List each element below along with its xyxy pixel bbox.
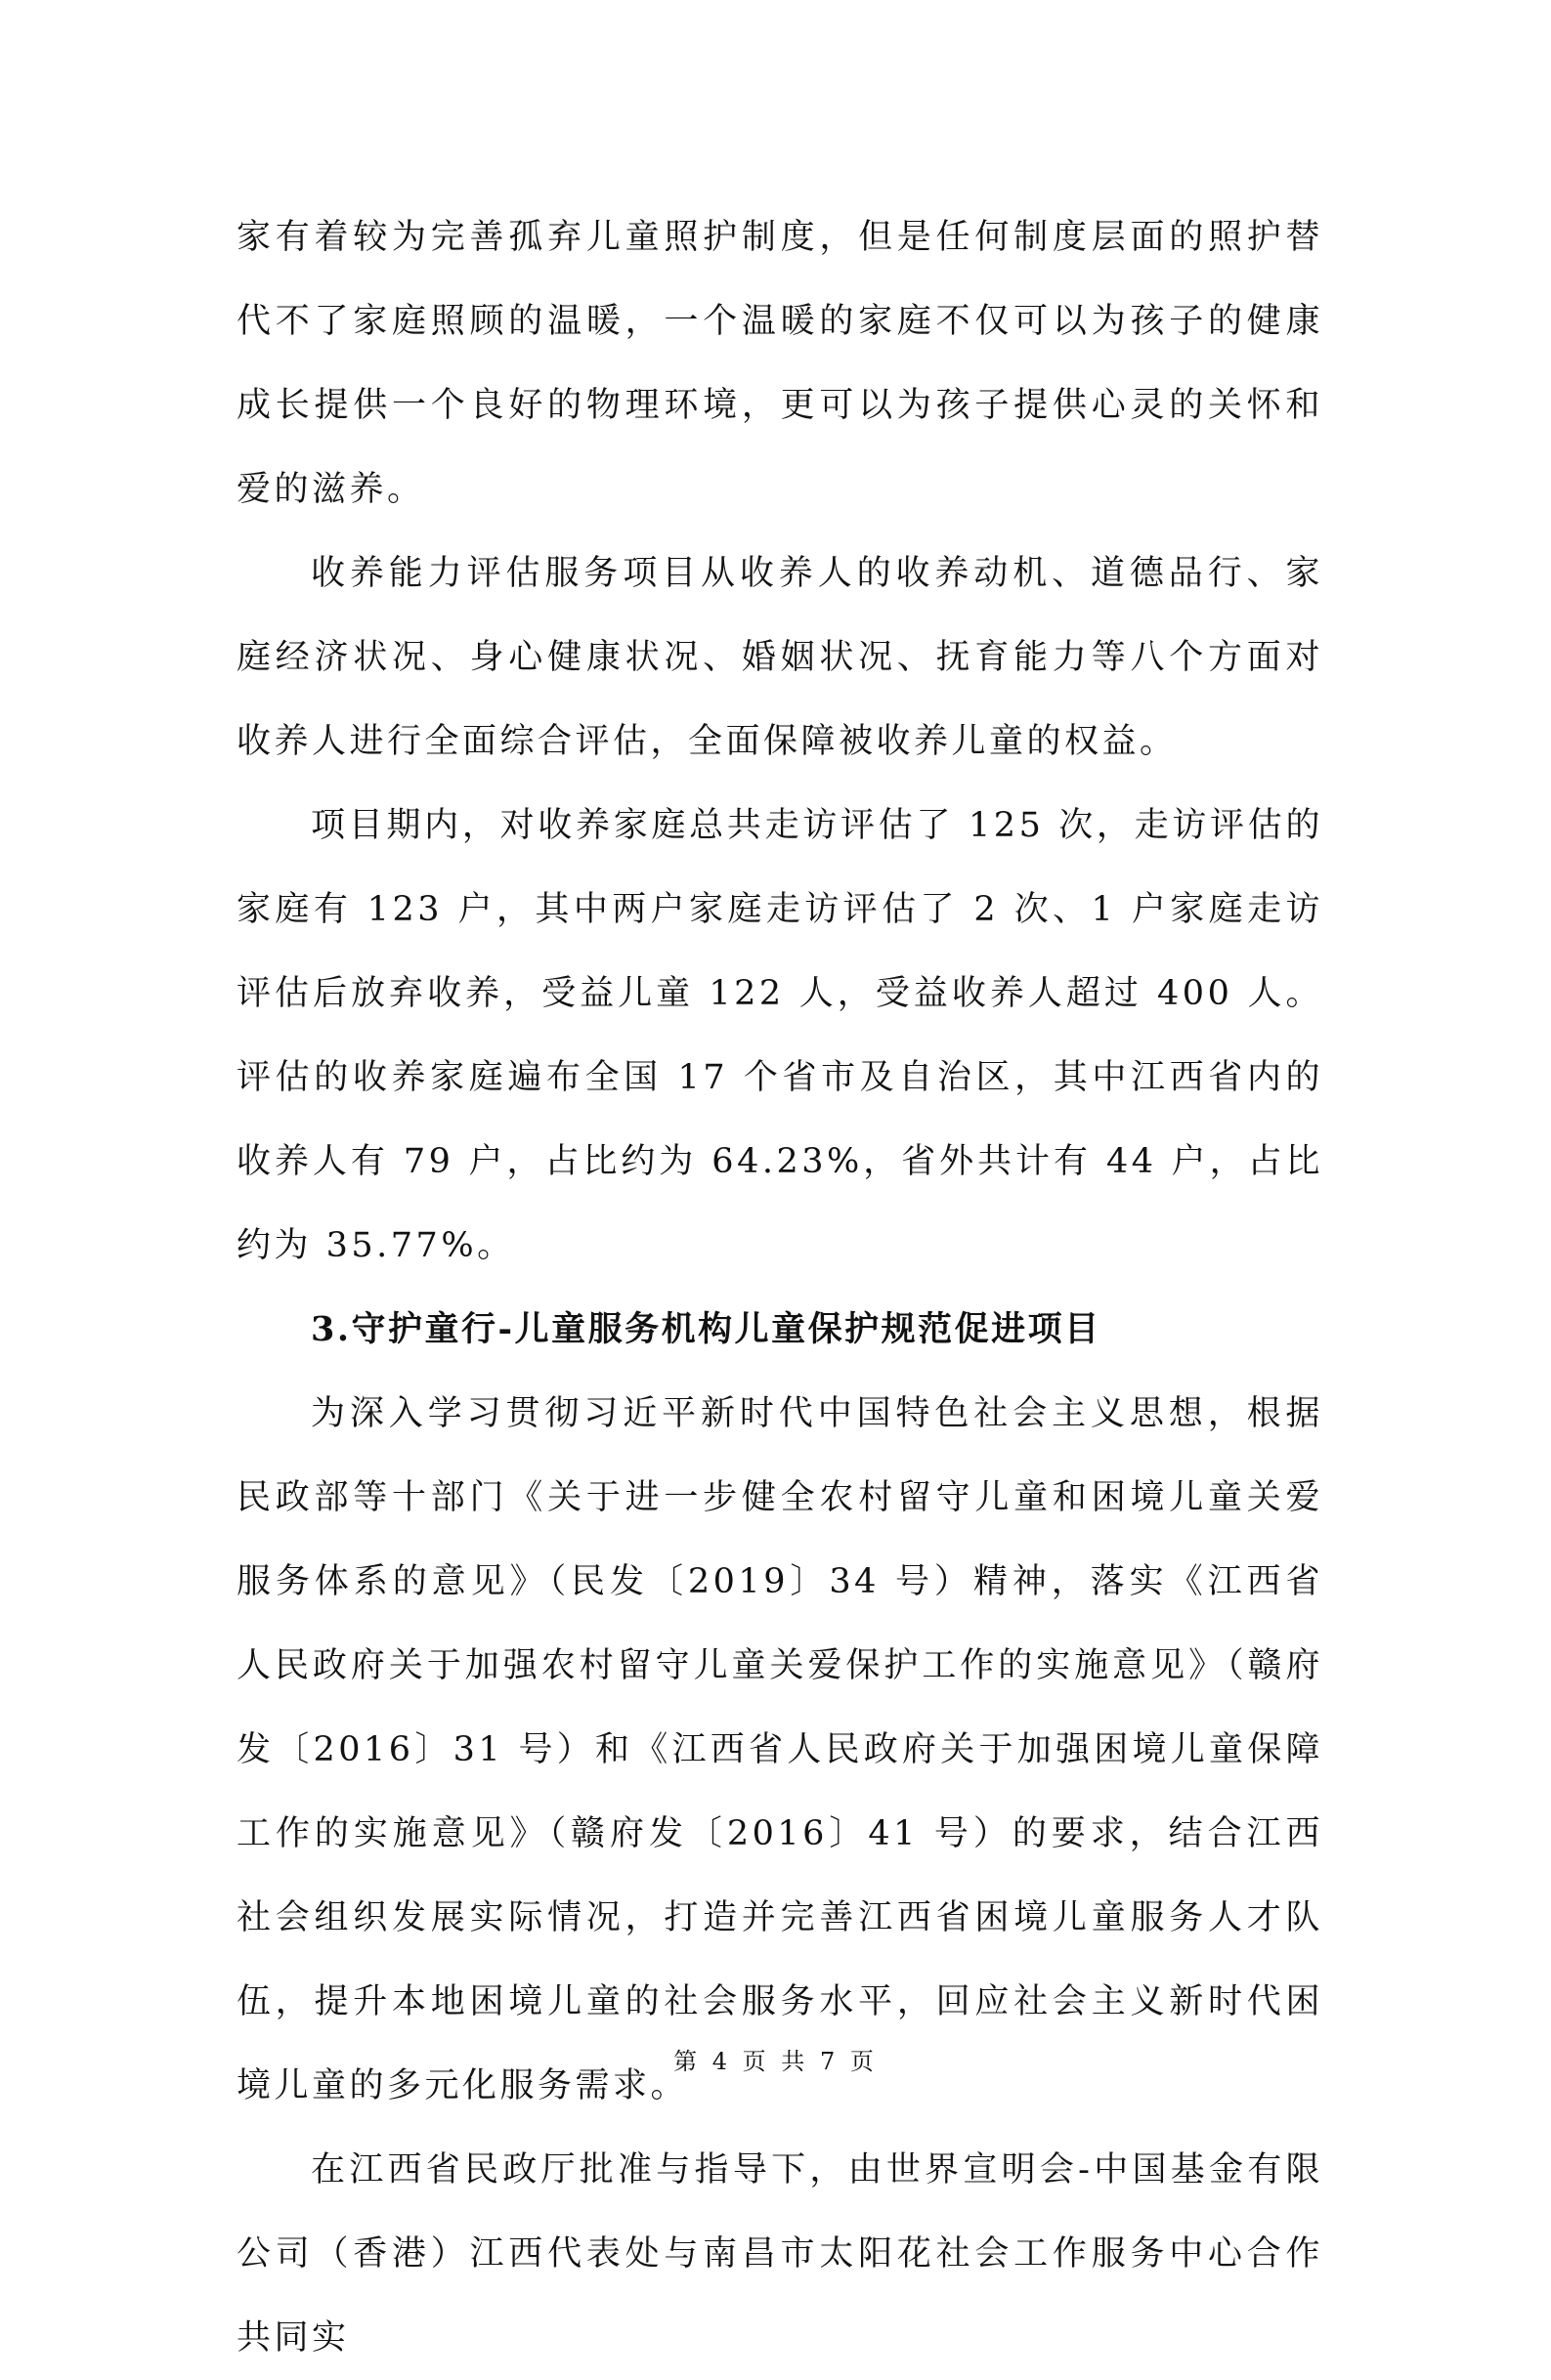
paragraph-5: 在江西省民政厅批准与指导下，由世界宣明会-中国基金有限公司（香港）江西代表处与南昌市太阳花社会工作服务中心合作共同实: [237, 2150, 1323, 2358]
paragraph-1: 家有着较为完善孤弃儿童照护制度，但是任何制度层面的照护替代不了家庭照顾的温暖，一个温暖的家庭不仅可以为孩子的健康成长提供一个良好的物理环境，更可以为孩子提供心灵的关怀和爱的滋养。: [237, 218, 1323, 509]
page-footer: 第 4 页 共 7 页: [673, 2048, 878, 2075]
paragraph-2: 收养能力评估服务项目从收养人的收养动机、道德品行、家庭经济状况、身心健康状况、婚姻状况、抚育能力等八个方面对收养人进行全面综合评估，全面保障被收养儿童的权益。: [237, 554, 1323, 761]
paragraph-3: 项目期内，对收养家庭总共走访评估了 125 次，走访评估的家庭有 123 户，其中两户家庭走访评估了 2 次、1 户家庭走访评估后放弃收养，受益儿童 122 人，受益收养人超过 400 人。评估的收养家庭遍布全国 17 个省市及自治区，其中江西省内的收养人有 79 户，占比约为 64.23%，省外共计有 44 户，占比约为 35.77%。: [237, 806, 1323, 1265]
paragraph-4: 为深入学习贯彻习近平新时代中国特色社会主义思想，根据民政部等十部门《关于进一步健全农村留守儿童和困境儿童关爱服务体系的意见》（民发〔2019〕34 号）精神，落实《江西省人民政府关于加强农村留守儿童关爱保护工作的实施意见》（赣府发〔2016〕31 号）和《江西省人民政府关于加强困境儿童保障工作的实施意见》（赣府发〔2016〕41 号）的要求，结合江西社会组织发展实际情况，打造并完善江西省困境儿童服务人才队伍，提升本地困境儿童的社会服务水平，回应社会主义新时代困境儿童的多元化服务需求。: [237, 1394, 1323, 2105]
section-heading: 3.守护童行-儿童服务机构儿童保护规范促进项目: [311, 1309, 1101, 1349]
